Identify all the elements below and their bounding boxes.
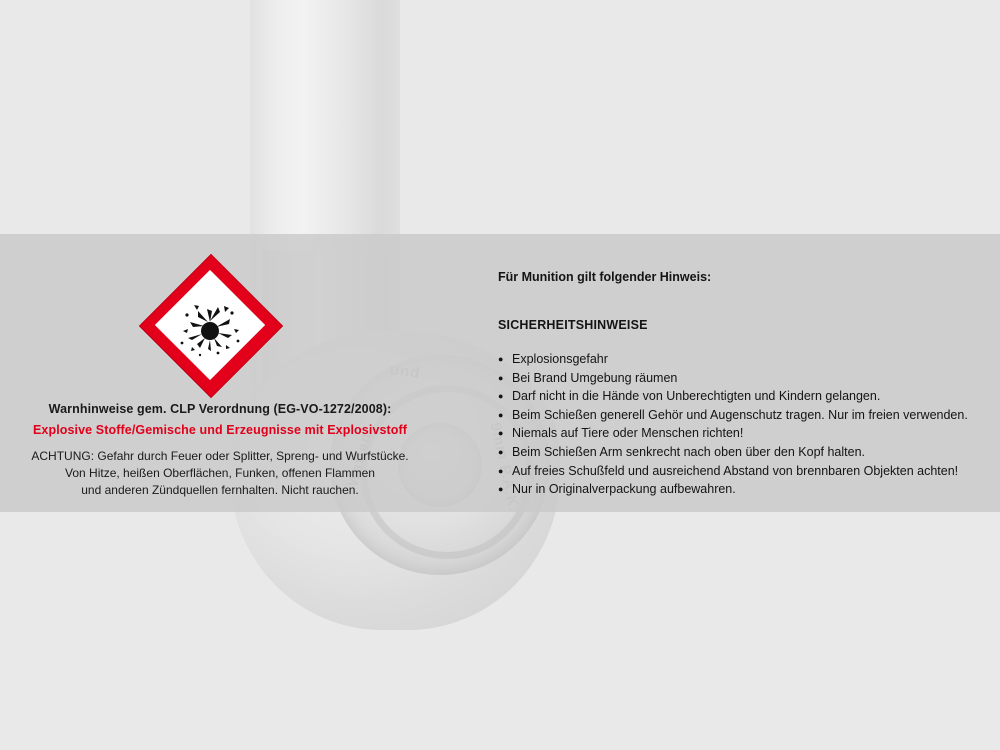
list-item: ● Beim Schießen Arm senkrecht nach oben über den Kopf halten. xyxy=(498,443,988,462)
list-item: ● Auf freies Schußfeld und ausreichend Abstand von brennbaren Objekten achten! xyxy=(498,462,988,481)
list-item: ● Darf nicht in die Hände von Unberechtigten und Kindern gelangen. xyxy=(498,387,988,406)
list-item: ● Niemals auf Tiere oder Menschen richten! xyxy=(498,424,988,443)
list-item: ● Beim Schießen generell Gehör und Augenschutz tragen. Nur im freien verwenden. xyxy=(498,406,988,425)
clp-warning-block xyxy=(0,234,470,512)
safety-notes-list xyxy=(498,350,988,499)
list-item: ● Bei Brand Umgebung räumen xyxy=(498,369,988,388)
safety-notes-block xyxy=(498,234,988,499)
clp-subtitle: Explosive Stoffe/Gemische und Erzeugnisse mit Explosivstoff xyxy=(32,423,408,437)
clp-body xyxy=(0,448,440,499)
explosive-hazard-icon xyxy=(140,255,280,395)
safety-notes-subheading: SICHERHEITSHINWEISE xyxy=(498,318,648,332)
ammunition-notice-heading: Für Munition gilt folgender Hinweis: xyxy=(498,270,712,284)
attention-text: Gefahr durch Feuer oder Splitter, Spreng- und Wurfstücke. xyxy=(94,449,409,463)
exploding-bomb-glyph xyxy=(174,289,246,361)
attention-label: ACHTUNG: xyxy=(31,449,95,463)
list-item: ● Explosionsgefahr xyxy=(498,350,988,369)
list-item: ● Nur in Originalverpackung aufbewahren. xyxy=(498,480,988,499)
clp-body-line-2: Von Hitze, heißen Oberflächen, Funken, offenen Flammen xyxy=(65,466,375,480)
clp-body-line-3: und anderen Zündquellen fernhalten. Nicht rauchen. xyxy=(81,483,359,497)
clp-title: Warnhinweise gem. CLP Verordnung (EG-VO-1272/2008): xyxy=(48,402,392,416)
